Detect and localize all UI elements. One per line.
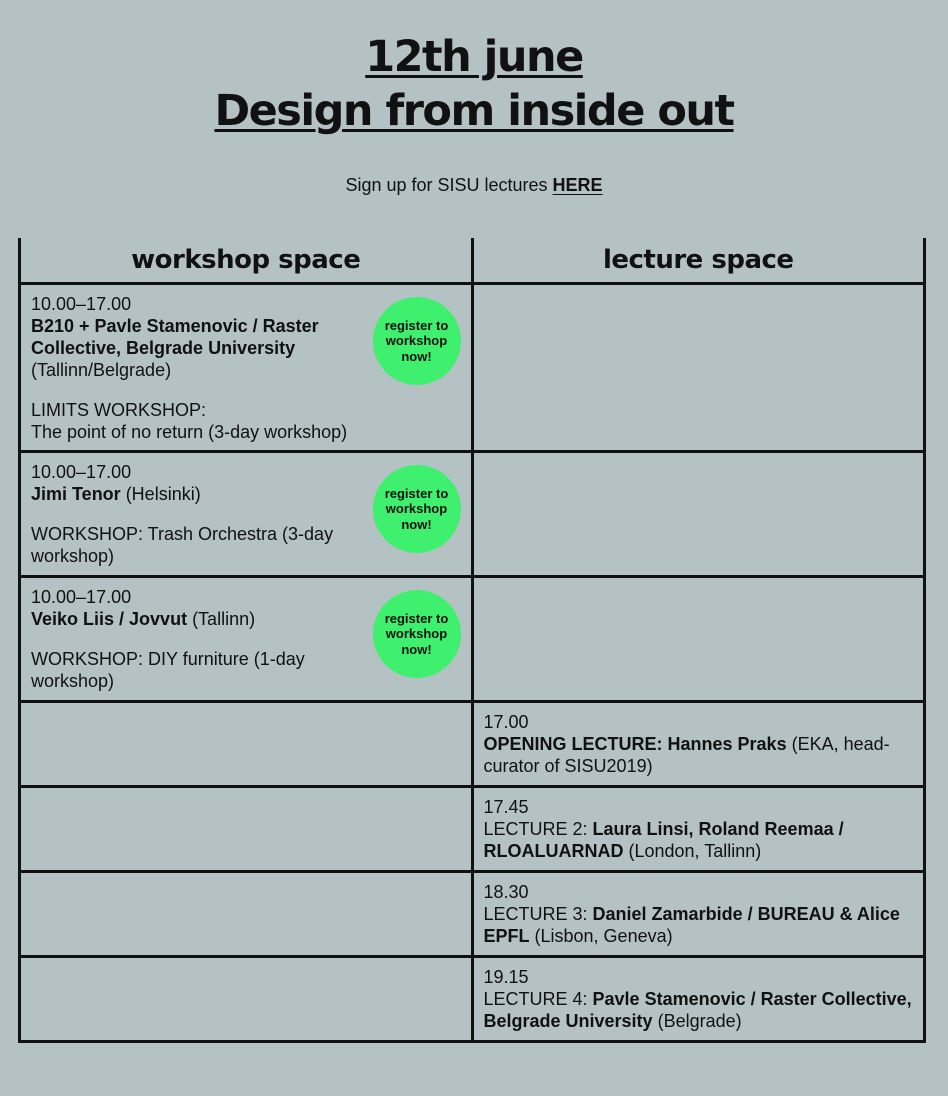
workshop-time: 10.00–17.00 (31, 462, 132, 482)
lecture-cell (472, 702, 925, 787)
workshop-time: 10.00–17.00 (31, 294, 132, 314)
workshop-host: B210 + Pavle Stamenovic / Raster Collective, Belgrade University (31, 316, 319, 358)
date-heading: 12th june (365, 32, 583, 82)
workshop-cell (20, 577, 473, 702)
lecture-prefix: LECTURE 2: (483, 819, 593, 839)
signup-text: Sign up for SISU lectures (345, 175, 553, 195)
table-row (20, 787, 925, 872)
workshop-location: (Helsinki) (120, 484, 201, 504)
workshop-description: WORKSHOP: DIY furniture (1-day workshop) (31, 649, 305, 691)
schedule-table (18, 238, 926, 1043)
signup-line (0, 174, 948, 196)
table-row (20, 452, 925, 577)
lecture-prefix: LECTURE 3: (483, 904, 593, 924)
workshop-host: Jimi Tenor (31, 484, 121, 504)
table-row (20, 957, 925, 1042)
lecture-cell (472, 787, 925, 872)
lecture-time: 19.15 (483, 967, 529, 987)
workshop-location: (Tallinn) (187, 609, 256, 629)
lecture-prefix: LECTURE 4: (483, 989, 593, 1009)
lecture-time: 17.45 (483, 797, 529, 817)
table-row (20, 702, 925, 787)
table-row (20, 577, 925, 702)
workshop-cell (20, 957, 473, 1042)
workshop-description: LIMITS WORKSHOP: The point of no return (3-day workshop) (31, 400, 348, 442)
lecture-cell (472, 957, 925, 1042)
workshop-space-header: workshop space (20, 238, 473, 284)
lecture-cell (472, 577, 925, 702)
table-row (20, 284, 925, 452)
workshop-time: 10.00–17.00 (31, 587, 132, 607)
signup-link[interactable]: HERE (552, 175, 603, 195)
register-workshop-button[interactable]: register to workshop now! (373, 465, 461, 553)
page-title: Design from inside out (214, 86, 734, 136)
lecture-space-header: lecture space (472, 238, 925, 284)
lecture-cell (472, 284, 925, 452)
register-workshop-button[interactable]: register to workshop now! (373, 590, 461, 678)
lecture-speaker: Pavle Stamenovic / Raster Collective, Belgrade University (483, 989, 912, 1031)
lecture-speaker: OPENING LECTURE: Hannes Praks (483, 734, 787, 754)
workshop-cell (20, 872, 473, 957)
lecture-cell (472, 452, 925, 577)
page-header (0, 0, 948, 196)
lecture-speaker: Daniel Zamarbide / BUREAU & Alice EPFL (483, 904, 900, 946)
lecture-time: 18.30 (483, 882, 529, 902)
workshop-cell (20, 452, 473, 577)
workshop-description: WORKSHOP: Trash Orchestra (3-day workshop) (31, 524, 334, 566)
workshop-cell (20, 702, 473, 787)
workshop-location: (Tallinn/Belgrade) (31, 360, 172, 380)
lecture-cell (472, 872, 925, 957)
workshop-cell (20, 787, 473, 872)
lecture-location: (London, Tallinn) (623, 841, 762, 861)
lecture-location: (Belgrade) (652, 1011, 742, 1031)
lecture-time: 17.00 (483, 712, 529, 732)
table-row (20, 872, 925, 957)
lecture-location: (Lisbon, Geneva) (529, 926, 673, 946)
lecture-location: (EKA, head-curator of SISU2019) (483, 734, 890, 776)
register-workshop-button[interactable]: register to workshop now! (373, 297, 461, 385)
workshop-cell (20, 284, 473, 452)
workshop-host: Veiko Liis / Jovvut (31, 609, 188, 629)
lecture-speaker: Laura Linsi, Roland Reemaa / RLOALUARNAD (483, 819, 844, 861)
